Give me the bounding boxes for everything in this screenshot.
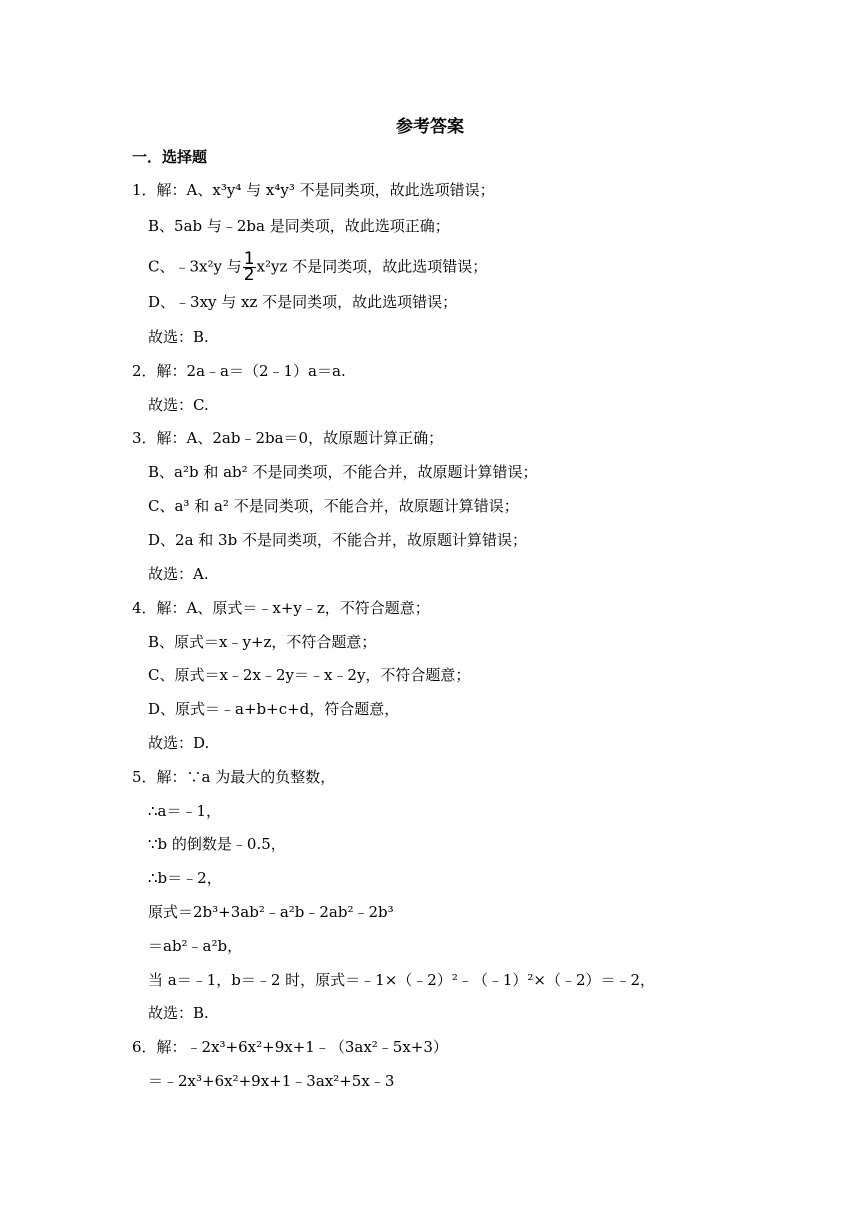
fraction-one-half bbox=[243, 249, 256, 285]
answer-1-c-start: C、﹣3x²y 与 bbox=[148, 257, 242, 276]
answer-3-d: D、2a 和 3b 不是同类项，不能合并，故原题计算错误； bbox=[148, 531, 527, 549]
fraction-numerator: 1 bbox=[243, 249, 255, 269]
answer-4-a: 4．解：A、原式＝﹣x+y﹣z，不符合题意； bbox=[132, 599, 430, 617]
answer-1-c bbox=[148, 249, 488, 285]
answer-4-choice: 故选：D. bbox=[148, 734, 210, 752]
answer-1-b: B、5ab 与﹣2ba 是同类项，故此选项正确； bbox=[148, 217, 450, 235]
page-title: 参考答案 bbox=[396, 117, 464, 137]
answer-6-step-2: ＝﹣2x³+6x²+9x+1﹣3ax²+5x﹣3 bbox=[148, 1072, 395, 1090]
answer-5-step-7: 当 a＝﹣1，b＝﹣2 时，原式＝﹣1×（﹣2）²﹣（﹣1）²×（﹣2）＝﹣2， bbox=[148, 971, 656, 989]
answer-3-c: C、a³ 和 a² 不是同类项，不能合并，故原题计算错误； bbox=[148, 497, 519, 515]
answer-5-step-4: ∴b＝﹣2， bbox=[148, 869, 222, 887]
answer-5-step-6: ＝ab²﹣a²b， bbox=[148, 937, 243, 955]
answer-1-d: D、﹣3xy 与 xz 不是同类项，故此选项错误； bbox=[148, 293, 458, 311]
section-heading: 一．选择题 bbox=[132, 148, 208, 166]
answer-5-choice: 故选：B. bbox=[148, 1004, 209, 1022]
answer-3-choice: 故选：A. bbox=[148, 565, 209, 583]
answer-5-step-5: 原式＝2b³+3ab²﹣a²b﹣2ab²﹣2b³ bbox=[148, 903, 394, 921]
answer-5-step-3: ∵b 的倒数是﹣0.5， bbox=[148, 835, 286, 853]
answer-2: 2．解：2a﹣a＝（2﹣1）a＝a. bbox=[132, 362, 346, 380]
answer-5-step-1: 5．解：∵a 为最大的负整数， bbox=[132, 768, 336, 786]
answer-1-c-end: x²yz 不是同类项，故此选项错误； bbox=[256, 257, 488, 276]
answer-4-b: B、原式＝x﹣y+z，不符合题意； bbox=[148, 633, 377, 651]
answer-4-d: D、原式＝﹣a+b+c+d，符合题意， bbox=[148, 700, 400, 718]
answer-6-step-1: 6．解：﹣2x³+6x²+9x+1﹣（3ax²﹣5x+3） bbox=[132, 1038, 448, 1056]
fraction-denominator: 2 bbox=[243, 265, 255, 285]
answer-5-step-2: ∴a＝﹣1， bbox=[148, 802, 222, 820]
answer-4-c: C、原式＝x﹣2x﹣2y＝﹣x﹣2y，不符合题意； bbox=[148, 666, 471, 684]
answer-1-a: 1．解：A、x³y⁴ 与 x⁴y³ 不是同类项，故此选项错误； bbox=[132, 181, 495, 199]
answer-3-a: 3．解：A、2ab﹣2ba＝0，故原题计算正确； bbox=[132, 429, 444, 447]
answer-3-b: B、a²b 和 ab² 不是同类项，不能合并，故原题计算错误； bbox=[148, 463, 538, 481]
answer-2-choice: 故选：C. bbox=[148, 396, 209, 414]
answer-1-choice: 故选：B. bbox=[148, 328, 209, 346]
